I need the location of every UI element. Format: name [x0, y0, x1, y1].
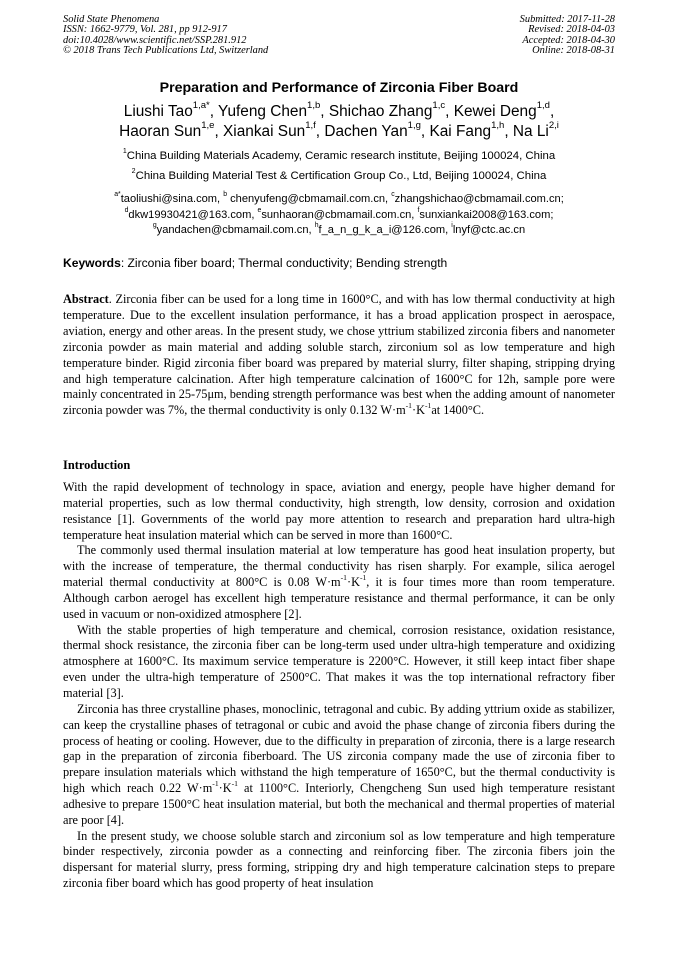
abstract-text: . Zirconia fiber can be used for a long time in 1600°C, and with has low thermal conductivity at high temperature. Due to the excellent insulation performance, it has a broad application prospect in aerospace, aviation, energy and other areas. In the present study, we chose yttrium stabilized zirconia fibers and nanometer zirconia powder as main material and adding soluble starch, zirconium sol as low temperature and high temperature binder. Rigid zirconia fiber board was prepared by material slurry, filter shaping, stripping drying and high temperature calcination. After high temperature calcination of 1600°C for 12h, sample pore were mainly concentrated in 25-75μm, bending strength performance was best when the adding amount of nanometer zirconia powder was 7%, the thermal conductivity is only 0.132 W·m [63, 292, 615, 418]
author-name: Shichao Zhang [328, 103, 433, 120]
author-sup: 1,e [201, 119, 215, 131]
email-line [0, 223, 678, 239]
affiliation-sup: 1 [122, 148, 127, 156]
author-sep: , [209, 103, 219, 120]
unit-sup: -1 [424, 401, 432, 411]
author-sep: , [549, 103, 555, 120]
online-date: Online: 2018-08-31 [532, 45, 615, 57]
email-address: f_a_n_g_k_a_i@126.com, [318, 224, 452, 236]
author-sep: , [214, 122, 224, 140]
unit-sup: -1 [405, 401, 412, 411]
paragraph: With the rapid development of technology in space, aviation and energy, people have higher demand for material properties, such as low thermal conductivity, high strength, low density, corrosion and oxidation resistance [1]. Governments of the world pay more attention to research and preparation hard ultra-high temperature heat insulation material which can be served in more than 1600°C. [63, 480, 615, 542]
paragraph-text: The commonly used thermal insulation material at low temperature has good heat insulation property, but with the increase of temperature, the thermal conductivity has risen sharply. For example, silica aerogel material thermal conductivity at 800°C is 0.08 W·m [63, 543, 615, 590]
author-name: Na Li [512, 122, 549, 140]
author-sup: 1,g [407, 119, 421, 131]
email-sup: g [152, 222, 157, 230]
author-name: Kewei Deng [453, 103, 537, 120]
author-name: Dachen Yan [324, 122, 408, 140]
author-sup: 1,a* [192, 100, 210, 112]
submitted-date: Submitted: 2017-11-28 [519, 14, 615, 25]
author-sep: , [420, 122, 430, 140]
author-sep: , [320, 103, 329, 120]
author-sep: , [315, 122, 325, 140]
unit-mid: ·K [346, 575, 360, 590]
affiliation-sup: 2 [131, 168, 136, 176]
author-name: Yufeng Chen [218, 103, 308, 120]
email-address: sunxiankai2008@163.com; [419, 208, 554, 221]
email-sup: b [223, 191, 228, 199]
introduction-body [63, 480, 615, 892]
email-sup: i [451, 222, 453, 230]
affiliation-text: China Building Materials Academy, Ceramic research institute, Beijing 100024, China [126, 150, 556, 162]
paragraph: In the present study, we choose soluble starch and zirconium sol as low temperature and high temperature binder respectively, zirconia powder as a connecting and reinforcing fiber. The zirconia fibers join the dispersant for material slurry, press forming, stripping dry and high temperature calcination steps to prepare zirconia fiber board which has good property of heat insulation [63, 828, 615, 891]
doi-line: doi:10.4028/www.scientific.net/SSP.281.912 [63, 34, 247, 46]
paragraph-text: at 1100°C. Interiorly, Chengcheng Sun used high temperature resistant adhesive to prepare 1500°C heat insulation material, but both the mechanical and thermal properties of material are poor [4]. [63, 781, 615, 827]
unit-sup: -1 [212, 778, 219, 788]
affiliation-text: China Building Material Test & Certification Group Co., Ltd, Beijing 100024, China [135, 170, 547, 182]
keywords [63, 256, 615, 270]
abstract-label: Abstract [63, 292, 109, 306]
author-sup: 1,b [307, 100, 321, 112]
paper-title: Preparation and Performance of Zirconia Fiber Board [159, 80, 519, 96]
journal-header-right [520, 15, 615, 57]
email-address: zhangshichao@cbmamail.com.cn; [394, 193, 564, 205]
email-sup: h [314, 222, 319, 230]
email-list [0, 192, 678, 239]
paragraph: With the stable properties of high temperature and chemical, corrosion resistance, oxidation resistance, thermal shock resistance, the zirconia fiber can be long-term used under ultra-high temperature and oxidizing atmosphere at 1600°C. Its maximum service temperature is 2200°C. However, it still keep intact fiber shape even under the ultra-high temperature of 2500°C. That makes it was the top international refractory fiber material [3]. [63, 622, 615, 700]
author-sup: 1,c [432, 100, 446, 112]
author-sup: 1,f [305, 119, 316, 131]
section-heading-introduction: Introduction [63, 458, 131, 472]
email-address: chenyufeng@cbmamail.com.cn, [227, 193, 392, 205]
paragraph [63, 702, 615, 829]
author-line [0, 102, 678, 122]
email-sup: d [124, 206, 129, 214]
paragraph-text: , it is four times more than room temperature. Although carbon aerogel has excellent high temperature resistance and thermal performance, it can be only used in vacuum or non-oxidized atmosphere [2]. [63, 575, 615, 621]
abstract [63, 292, 615, 419]
email-sup: c [391, 191, 395, 199]
author-line [0, 119, 678, 142]
email-line [0, 208, 678, 224]
revised-date: Revised: 2018-04-03 [528, 24, 615, 36]
email-sup: e [257, 206, 262, 214]
author-name: Kai Fang [429, 122, 492, 140]
email-address: lnyf@ctc.ac.cn [452, 224, 526, 236]
author-name: Liushi Tao [123, 103, 193, 120]
abstract-tail: at 1400°C. [431, 403, 485, 418]
issn-line: ISSN: 1662-9779, Vol. 281, pp 912-917 [63, 24, 227, 36]
keywords-label: Keywords [63, 256, 121, 270]
author-sup: 1,d [536, 100, 550, 112]
affiliation-2 [0, 170, 678, 182]
author-sup: 2,i [548, 119, 559, 131]
accepted-date: Accepted: 2018-04-30 [522, 34, 615, 46]
paragraph [63, 543, 615, 622]
email-address: yandachen@cbmamail.com.cn, [156, 224, 315, 236]
email-sup: f [417, 206, 420, 214]
author-name: Haoran Sun [119, 122, 202, 140]
email-address: taoliushi@sina.com, [120, 193, 224, 205]
paragraph-text: Zirconia has three crystalline phases, monoclinic, tetragonal and cubic. By adding yttrium oxide as stabilizer, can keep the crystalline phases of tetragonal or cubic and avoid the phase change of zirconia fibers during the process of heating or cooling. However, due to the difficulty in preparation of zirconia, there is a large research gap in the preparation of zirconia fiberboard. The US zirconia company made the use of zirconia fiber to prepare insulation materials which withstand the high temperature of 1650°C, but the thermal conductivity is high which reach 0.22 W·m [63, 701, 615, 796]
unit-mid: ·K [218, 781, 232, 796]
email-sup: a* [114, 191, 121, 199]
email-address: dkw19930421@163.com, [128, 208, 258, 221]
unit-mid: ·K [411, 403, 425, 418]
author-sep: , [445, 103, 454, 120]
unit-sup: -1 [359, 572, 367, 582]
journal-header-left [63, 15, 268, 57]
author-name: Xiankai Sun [223, 122, 306, 140]
unit-sup: -1 [231, 778, 238, 788]
author-list [0, 102, 678, 141]
affiliation-1 [0, 150, 678, 162]
keywords-text: : Zirconia fiber board; Thermal conductivity; Bending strength [120, 256, 448, 270]
copyright-line: © 2018 Trans Tech Publications Ltd, Switzerland [63, 45, 269, 57]
email-address: sunhaoran@cbmamail.com.cn, [261, 208, 418, 221]
journal-name: Solid State Phenomena [63, 14, 160, 25]
unit-sup: -1 [340, 572, 347, 582]
author-sep: , [504, 122, 513, 140]
author-sup: 1,h [491, 119, 505, 131]
email-line [0, 192, 678, 208]
